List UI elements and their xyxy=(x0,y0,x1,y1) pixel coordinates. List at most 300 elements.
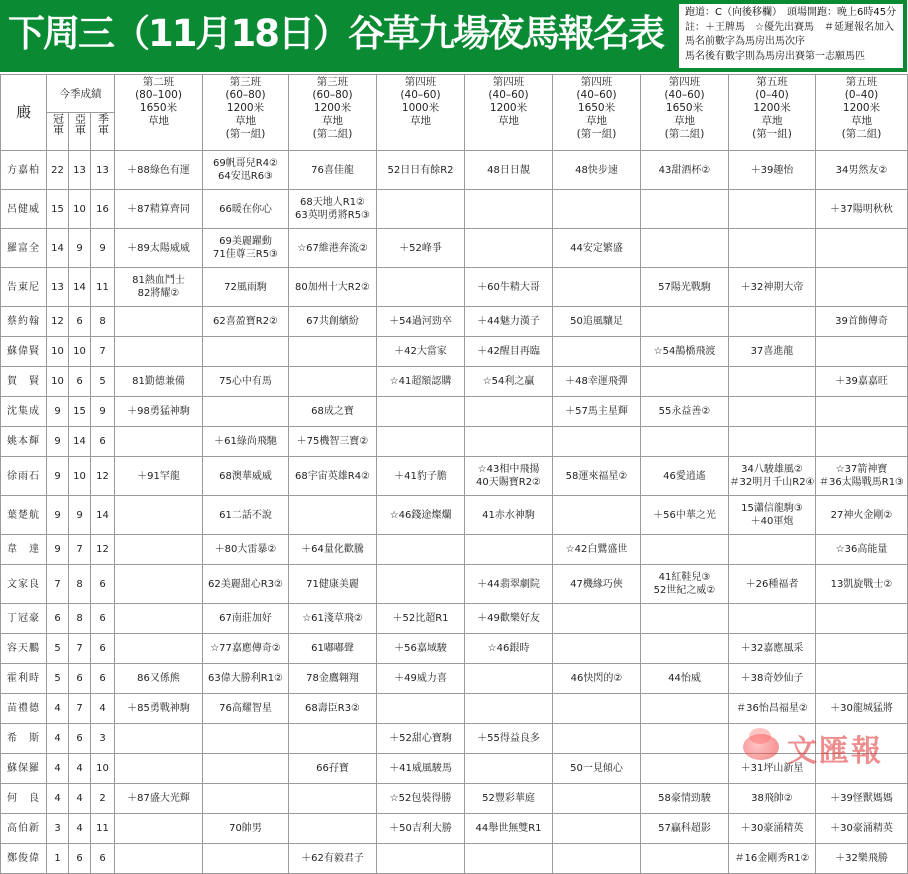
race-header-line: (第二組) xyxy=(664,128,705,140)
horse-entry: ＋49威力喜 xyxy=(394,673,447,684)
horse-entry: 80加州十大R2② xyxy=(295,281,371,293)
wins-count: 6 xyxy=(47,604,69,634)
horse-entry: ＋41豹子膽 xyxy=(394,470,447,482)
race-header-line: (60–80) xyxy=(225,89,266,101)
race-entry-cell xyxy=(729,565,816,604)
race-entry-cell xyxy=(377,397,465,427)
race-entry-cell xyxy=(816,844,908,874)
horse-entry: 38飛帥② xyxy=(751,793,793,804)
trainer-row xyxy=(1,268,908,307)
trainer-row xyxy=(1,190,908,229)
horse-entry: 68成之寶 xyxy=(311,406,354,417)
race-entry-cell xyxy=(115,397,203,427)
race-entry-cell xyxy=(729,427,816,457)
thirds-count: 12 xyxy=(91,535,115,565)
horse-entry: ☆54鵲橋飛渡 xyxy=(653,346,716,357)
wins-count: 10 xyxy=(47,337,69,367)
horse-entry: ☆37箭神寶 xyxy=(835,464,888,475)
race-header-line: (第二組) xyxy=(841,128,882,140)
race-entry-cell xyxy=(816,724,908,754)
race-entry-cell xyxy=(729,844,816,874)
race-entry-cell xyxy=(203,784,289,814)
wins-count: 1 xyxy=(47,844,69,874)
race-entry-cell xyxy=(289,229,377,268)
race-header xyxy=(641,75,729,151)
race-entry-cell xyxy=(289,565,377,604)
wins-count: 9 xyxy=(47,397,69,427)
horse-entry: ☆43相中飛揚 xyxy=(477,464,540,475)
race-entry-cell xyxy=(289,307,377,337)
trainer-row xyxy=(1,664,908,694)
trainer-name: 姚本輝 xyxy=(1,427,47,457)
horse-entry: ＃16金剛秀R1② xyxy=(734,853,810,864)
race-header-line: (60–80) xyxy=(312,89,353,101)
horse-entry: ＋44魅力漢子 xyxy=(477,316,540,327)
race-header-line: (80–100) xyxy=(135,89,182,101)
race-entry-cell xyxy=(553,397,641,427)
horse-entry: 43甜酒杯② xyxy=(658,164,711,176)
seconds-count: 14 xyxy=(69,427,91,457)
race-entry-cell xyxy=(465,229,553,268)
trainer-name: 葉楚航 xyxy=(1,496,47,535)
race-entry-cell xyxy=(289,427,377,457)
seconds-count: 8 xyxy=(69,565,91,604)
seconds-count: 6 xyxy=(69,664,91,694)
horse-entry: ＃36太陽戰馬R1③ xyxy=(819,477,905,488)
race-entry-cell xyxy=(641,229,729,268)
race-entry-cell xyxy=(377,367,465,397)
horse-entry: 78金鷹翱翔 xyxy=(306,673,359,684)
race-entry-cell xyxy=(553,229,641,268)
race-entry-cell xyxy=(816,535,908,565)
horse-entry: 48快步速 xyxy=(575,164,618,176)
race-entry-cell xyxy=(729,190,816,229)
trainer-row xyxy=(1,814,908,844)
race-entry-cell xyxy=(115,634,203,664)
seconds-count: 10 xyxy=(69,190,91,229)
trainer-row xyxy=(1,337,908,367)
race-header-line: 第二班 xyxy=(142,76,175,88)
race-entry-cell xyxy=(729,694,816,724)
race-entry-cell xyxy=(203,844,289,874)
seconds-count: 6 xyxy=(69,367,91,397)
horse-entry: 66孖寶 xyxy=(316,763,349,774)
race-entry-cell xyxy=(203,724,289,754)
race-header-line: 草地 xyxy=(148,115,170,127)
horse-entry: 71健康美麗 xyxy=(306,578,359,590)
horse-entry: 61嘟嘟聲 xyxy=(311,643,354,654)
race-entry-cell xyxy=(289,724,377,754)
horse-entry: 46快閃的② xyxy=(570,673,623,684)
horse-entry: 62喜盈寶R2② xyxy=(213,316,279,327)
race-entry-cell xyxy=(289,694,377,724)
horse-entry: 46愛逍遙 xyxy=(663,470,706,482)
race-entry-cell xyxy=(641,457,729,496)
race-header-line: 1200米 xyxy=(489,102,528,114)
race-header-line: (第一組) xyxy=(752,128,792,140)
race-entry-cell xyxy=(377,307,465,337)
race-entry-cell xyxy=(729,724,816,754)
race-entry-cell xyxy=(816,565,908,604)
horse-entry: 76喜佳龍 xyxy=(311,164,354,176)
trainer-row xyxy=(1,724,908,754)
horse-entry: 41赤水神駒 xyxy=(482,509,535,521)
race-entry-cell xyxy=(553,496,641,535)
horse-entry: ☆42白鷺盛世 xyxy=(565,544,628,555)
race-entry-cell xyxy=(553,694,641,724)
trainer-name: 告東尼 xyxy=(1,268,47,307)
race-header-line: (40–60) xyxy=(576,89,617,101)
race-entry-cell xyxy=(553,754,641,784)
thirds-count: 8 xyxy=(91,307,115,337)
trainer-name: 沈集成 xyxy=(1,397,47,427)
race-entry-cell xyxy=(553,367,641,397)
thirds-count: 7 xyxy=(91,337,115,367)
race-header-line: 草地 xyxy=(498,115,520,127)
trainer-row xyxy=(1,229,908,268)
thirds-count: 12 xyxy=(91,457,115,496)
trainer-name: 蘇保羅 xyxy=(1,754,47,784)
race-entry-cell xyxy=(729,397,816,427)
race-header-line: 草地 xyxy=(410,115,432,127)
wins-count: 9 xyxy=(47,427,69,457)
race-entry-cell xyxy=(203,190,289,229)
trainer-row xyxy=(1,151,908,190)
race-entry-cell xyxy=(465,535,553,565)
horse-entry: ＋61綠尚飛馳 xyxy=(214,436,277,447)
race-header xyxy=(816,75,908,151)
race-entry-cell xyxy=(203,604,289,634)
seconds-count: 8 xyxy=(69,604,91,634)
thirds-count: 14 xyxy=(91,496,115,535)
race-entry-cell xyxy=(641,151,729,190)
seconds-count: 9 xyxy=(69,496,91,535)
thirds-count: 6 xyxy=(91,565,115,604)
race-entry-cell xyxy=(377,268,465,307)
horse-entry: 68澳華威威 xyxy=(219,470,272,482)
race-entry-cell xyxy=(115,229,203,268)
horse-entry: ＋49歡樂好友 xyxy=(477,613,540,624)
race-header-line: 1000米 xyxy=(401,102,440,114)
horse-entry: ＋32神期大帝 xyxy=(740,281,804,293)
race-entry-cell xyxy=(641,496,729,535)
horse-entry: ＋52峰爭 xyxy=(399,242,442,254)
thirds-count: 6 xyxy=(91,844,115,874)
trainer-name: 呂健威 xyxy=(1,190,47,229)
seconds-count: 13 xyxy=(69,151,91,190)
race-entry-cell xyxy=(377,694,465,724)
horse-entry: 37喜進龍 xyxy=(750,346,794,357)
race-entry-cell xyxy=(641,784,729,814)
race-entry-cell xyxy=(115,694,203,724)
horse-entry: 71佳尊三R5③ xyxy=(213,249,279,260)
race-entry-cell xyxy=(465,307,553,337)
race-entry-cell xyxy=(203,307,289,337)
race-entry-cell xyxy=(115,784,203,814)
horse-entry: ＋89太陽威威 xyxy=(127,242,190,254)
race-entry-cell xyxy=(203,565,289,604)
race-entry-cell xyxy=(289,496,377,535)
race-entry-cell xyxy=(641,604,729,634)
season-record-header: 今季成績 xyxy=(47,75,115,113)
newspaper-watermark: 文匯報 xyxy=(743,724,903,766)
race-entry-cell xyxy=(115,268,203,307)
race-entry-cell xyxy=(816,151,908,190)
trainer-row xyxy=(1,457,908,496)
race-entry-cell xyxy=(377,664,465,694)
wins-count: 9 xyxy=(47,496,69,535)
race-entry-cell xyxy=(465,337,553,367)
horse-entry: 47機緣巧俠 xyxy=(570,578,623,590)
trainer-header: 廄 xyxy=(1,75,47,151)
horse-entry: 44怡威 xyxy=(668,673,701,684)
race-entry-cell xyxy=(377,535,465,565)
horse-entry: ＃36怡昌福星② xyxy=(736,703,808,714)
horse-entry: 50一見傾心 xyxy=(570,763,623,774)
race-header-line: 草地 xyxy=(235,115,257,127)
seconds-count: 4 xyxy=(69,814,91,844)
horse-entry: ＋98勇猛神駒 xyxy=(127,406,190,417)
race-entry-cell xyxy=(816,457,908,496)
race-entry-cell xyxy=(553,307,641,337)
race-entry-cell xyxy=(641,814,729,844)
horse-entry: 67共創繽紛 xyxy=(306,316,359,327)
trainer-row xyxy=(1,754,908,784)
race-entry-cell xyxy=(115,724,203,754)
race-header-line: 1200米 xyxy=(313,102,352,114)
race-entry-cell xyxy=(553,634,641,664)
race-entry-cell xyxy=(465,604,553,634)
trainer-row xyxy=(1,367,908,397)
trainer-row xyxy=(1,307,908,337)
trainer-name: 蔡約翰 xyxy=(1,307,47,337)
race-entry-cell xyxy=(816,307,908,337)
wins-count: 5 xyxy=(47,664,69,694)
wins-count: 10 xyxy=(47,367,69,397)
race-entry-cell xyxy=(729,535,816,565)
trainer-name: 賀 賢 xyxy=(1,367,47,397)
horse-entry: 55永益善② xyxy=(658,406,711,417)
horse-entry: 81熱血鬥士 xyxy=(132,275,185,286)
wins-count: 22 xyxy=(47,151,69,190)
race-entry-cell xyxy=(641,307,729,337)
race-entry-cell xyxy=(553,151,641,190)
horse-entry: ＋30豪涌精英 xyxy=(740,823,804,834)
horse-entry: 40天賜寶R2② xyxy=(476,477,542,488)
race-header-line: 1650米 xyxy=(665,102,704,114)
race-entry-cell xyxy=(816,268,908,307)
horse-entry: 58運來福星② xyxy=(565,470,628,482)
race-entry-cell xyxy=(115,496,203,535)
seconds-count: 6 xyxy=(69,307,91,337)
race-entry-cell xyxy=(203,814,289,844)
race-entry-cell xyxy=(377,604,465,634)
horse-entry: 66暖在你心 xyxy=(219,203,272,215)
race-entry-cell xyxy=(729,634,816,664)
race-entry-cell xyxy=(203,151,289,190)
race-entry-cell xyxy=(465,754,553,784)
race-header-line: 第四班 xyxy=(492,76,525,88)
horse-entry: ＋37陽明秋秋 xyxy=(830,203,893,215)
wins-count: 9 xyxy=(47,535,69,565)
seconds-count: 7 xyxy=(69,535,91,565)
thirds-count: 6 xyxy=(91,664,115,694)
race-entry-cell xyxy=(115,664,203,694)
notes-box xyxy=(679,4,903,68)
trainer-name: 羅富全 xyxy=(1,229,47,268)
horse-entry: ☆67維港奔流② xyxy=(297,242,368,254)
seconds-count: 9 xyxy=(69,229,91,268)
race-entry-cell xyxy=(729,367,816,397)
seconds-header: 亞軍 xyxy=(69,113,91,151)
race-entry-cell xyxy=(729,814,816,844)
race-entry-cell xyxy=(816,784,908,814)
race-entry-cell xyxy=(465,844,553,874)
horse-entry: ＋56中華之光 xyxy=(653,509,716,521)
race-header-line: (0–40) xyxy=(755,89,789,101)
horse-entry: 52日日有餘R2 xyxy=(387,164,454,176)
race-entry-cell xyxy=(553,565,641,604)
race-entry-cell xyxy=(641,367,729,397)
horse-entry: 82將耀② xyxy=(137,288,180,299)
seconds-count: 6 xyxy=(69,724,91,754)
race-header-line: (40–60) xyxy=(664,89,705,101)
race-header xyxy=(553,75,641,151)
race-entry-cell xyxy=(816,754,908,784)
horse-entry: ☆46錢途燦爛 xyxy=(389,509,452,521)
horse-entry: ＋39趣怡 xyxy=(750,164,794,176)
race-header-line: (第一組) xyxy=(576,128,617,140)
race-entry-cell xyxy=(289,844,377,874)
race-entry-cell xyxy=(465,664,553,694)
wins-header: 冠軍 xyxy=(47,113,69,151)
horse-entry: ☆61淺草飛② xyxy=(302,613,363,624)
thirds-count: 9 xyxy=(91,397,115,427)
race-entry-cell xyxy=(203,664,289,694)
race-entry-cell xyxy=(289,634,377,664)
race-entry-cell xyxy=(641,535,729,565)
seconds-count: 4 xyxy=(69,754,91,784)
race-entry-cell xyxy=(203,754,289,784)
race-entry-cell xyxy=(115,457,203,496)
trainer-name: 韋 達 xyxy=(1,535,47,565)
race-header-line: 1200米 xyxy=(753,102,791,114)
seconds-count: 15 xyxy=(69,397,91,427)
race-header-line: 第三班 xyxy=(316,76,349,88)
race-entry-cell xyxy=(729,784,816,814)
race-entry-cell xyxy=(816,367,908,397)
race-entry-cell xyxy=(115,190,203,229)
thirds-count: 4 xyxy=(91,694,115,724)
wins-count: 7 xyxy=(47,565,69,604)
thirds-count: 3 xyxy=(91,724,115,754)
race-entry-cell xyxy=(641,268,729,307)
thirds-count: 11 xyxy=(91,814,115,844)
race-entry-cell xyxy=(377,229,465,268)
entries-table xyxy=(0,74,908,874)
race-header xyxy=(729,75,816,151)
trainer-name: 何 良 xyxy=(1,784,47,814)
race-entry-cell xyxy=(816,337,908,367)
race-entry-cell xyxy=(729,151,816,190)
horse-entry: ＋87盛大光輝 xyxy=(127,793,190,804)
race-header-line: 第四班 xyxy=(404,76,437,88)
horse-entry: 57陽光戰駒 xyxy=(658,281,711,293)
horse-entry: ＋54過河勁卒 xyxy=(389,316,452,327)
horse-entry: ＋52比超R1 xyxy=(392,613,449,624)
trainer-name: 徐雨石 xyxy=(1,457,47,496)
horse-entry: 15瀟信龍駒③ xyxy=(741,503,803,514)
trainer-name: 霍利時 xyxy=(1,664,47,694)
wins-count: 4 xyxy=(47,754,69,784)
race-entry-cell xyxy=(289,784,377,814)
race-entry-cell xyxy=(553,604,641,634)
race-entry-cell xyxy=(203,229,289,268)
seconds-count: 6 xyxy=(69,844,91,874)
horse-entry: ＃32明月千山R2④ xyxy=(729,477,815,488)
race-entry-cell xyxy=(465,565,553,604)
trainer-row xyxy=(1,565,908,604)
race-entry-cell xyxy=(289,535,377,565)
race-entry-cell xyxy=(641,427,729,457)
race-header xyxy=(465,75,553,151)
thirds-count: 5 xyxy=(91,367,115,397)
horse-entry: ☆54利之贏 xyxy=(482,376,535,387)
race-entry-cell xyxy=(203,694,289,724)
horse-entry: 44安定繁盛 xyxy=(570,242,623,254)
race-entry-cell xyxy=(465,367,553,397)
trainer-row xyxy=(1,427,908,457)
seconds-count: 10 xyxy=(69,337,91,367)
thirds-count: 6 xyxy=(91,604,115,634)
horse-entry: 86又係熊 xyxy=(137,673,180,684)
horse-entry: ＋64量化歡騰 xyxy=(301,544,364,555)
horse-entry: ＋55得益良多 xyxy=(477,733,540,744)
race-entry-cell xyxy=(641,664,729,694)
race-entry-cell xyxy=(553,535,641,565)
horse-entry: ＋57馬主星輝 xyxy=(565,406,628,417)
horse-entry: 52世紀之威② xyxy=(653,585,716,596)
race-header-line: 草地 xyxy=(322,115,344,127)
horse-entry: 27神火金剛② xyxy=(830,509,893,521)
trainer-row xyxy=(1,496,908,535)
horse-entry: ☆46銀時 xyxy=(487,643,530,654)
race-header-line: 第四班 xyxy=(668,76,701,88)
race-entry-cell xyxy=(553,844,641,874)
race-entry-cell xyxy=(115,151,203,190)
wins-count: 4 xyxy=(47,784,69,814)
race-header-line: 1650米 xyxy=(139,102,178,114)
horse-entry: 69美麗躍動 xyxy=(219,236,272,247)
race-entry-cell xyxy=(465,427,553,457)
trainer-row xyxy=(1,397,908,427)
race-header-line: 草地 xyxy=(586,115,608,127)
thirds-count: 10 xyxy=(91,754,115,784)
horse-entry: 48日日靚 xyxy=(487,164,530,176)
race-entry-cell xyxy=(553,427,641,457)
race-entry-cell xyxy=(115,844,203,874)
race-entry-cell xyxy=(553,784,641,814)
horse-entry: ＋44翡翠劇院 xyxy=(477,578,540,590)
horse-entry: ＋80大雷暴② xyxy=(214,544,277,555)
race-entry-cell xyxy=(289,664,377,694)
race-entry-cell xyxy=(553,724,641,754)
race-entry-cell xyxy=(729,268,816,307)
race-entry-cell xyxy=(641,754,729,784)
horse-entry: 68宇宙英雄R4② xyxy=(295,470,371,482)
race-entry-cell xyxy=(816,694,908,724)
race-header-line: 1200米 xyxy=(842,102,881,114)
